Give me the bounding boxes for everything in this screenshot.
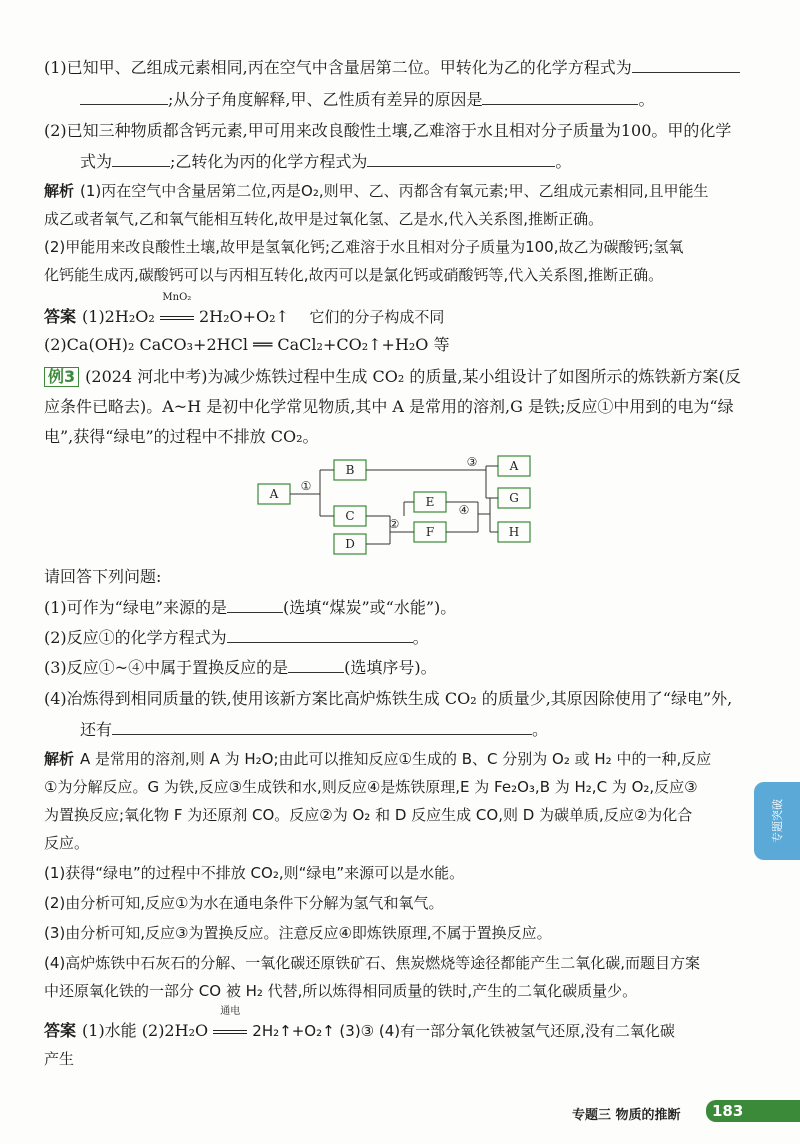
q1-line2: ;从分子角度解释,甲、乙性质有差异的原因是 。 xyxy=(80,88,750,111)
node-F: F xyxy=(425,525,435,539)
answer-blank[interactable] xyxy=(112,718,532,735)
analysis2-line2: ①为分解反应。G 为铁,反应③生成铁和水,则反应④是炼铁原理,E 为 Fe₂O₃,B 为 H₂,C 为 O₂,反应③ xyxy=(44,778,698,796)
analysis1-line2: 成乙或者氧气,乙和氧气能相互转化,故甲是过氧化氢、乙是水,代入关系图,推断正确。 xyxy=(44,210,604,228)
analysis2-line6: (2)由分析可知,反应①为水在通电条件下分解为氢气和氧气。 xyxy=(44,894,444,912)
reaction-condition: 通电 xyxy=(213,1020,247,1042)
answer-blank[interactable] xyxy=(288,656,344,673)
analysis1-line4: 化钙能生成丙,碳酸钙可以与丙相互转化,故丙可以是氯化钙或硝酸钙等,代入关系图,推断正确。 xyxy=(44,266,664,284)
reaction-condition: MnO₂ xyxy=(160,306,194,328)
answer2-line2: 产生 xyxy=(44,1050,75,1068)
analysis-tag: 解析 xyxy=(44,182,75,200)
reaction-3-label: ③ xyxy=(466,455,478,469)
analysis2-line9: 中还原氧化铁的一部分 CO 被 H₂ 代替,所以炼得相同质量的铁时,产生的二氧化碳质量少。 xyxy=(44,982,638,1000)
analysis-tag: 解析 xyxy=(44,750,75,768)
q1-line1: (1)已知甲、乙组成元素相同,丙在空气中含量居第二位。甲转化为乙的化学方程式为 xyxy=(44,56,750,79)
answer1-line2: (2)Ca(OH)₂ CaCO₃+2HCl ══ CaCl₂+CO₂↑+H₂O 等 xyxy=(44,335,450,354)
answer-tag: 答案 xyxy=(44,307,77,326)
answer-blank[interactable] xyxy=(227,626,413,643)
side-section-tab[interactable]: 专题突破 xyxy=(754,782,800,860)
analysis1-line1: 解析 (1)丙在空气中含量居第二位,丙是O₂,则甲、乙、丙都含有氧元素;甲、乙组成元素相同,且甲能生 xyxy=(44,182,709,200)
reaction-flow-diagram xyxy=(254,452,554,558)
analysis1-line3: (2)甲能用来改良酸性土壤,故甲是氢氧化钙;乙难溶于水且相对分子质量为100,故乙为碳酸钙;氢氧 xyxy=(44,238,684,256)
node-B: B xyxy=(345,463,355,477)
answer-blank[interactable] xyxy=(482,88,638,105)
question-4-line2: 还有 。 xyxy=(80,720,549,739)
node-E: E xyxy=(425,495,435,509)
question-1: (1)可作为“绿电”来源的是 (选填“煤炭”或“水能”)。 xyxy=(44,598,457,617)
analysis2-line4: 反应。 xyxy=(44,834,90,852)
reaction-4-label: ④ xyxy=(458,503,470,517)
page-number: 183 xyxy=(706,1100,800,1122)
analysis2-line1: 解析 A 是常用的溶剂,则 A 为 H₂O;由此可以推知反应①生成的 B、C 分别为 O₂ 或 H₂ 中的一种,反应 xyxy=(44,750,712,768)
example3-line2: 应条件已略去)。A~H 是初中化学常见物质,其中 A 是常用的溶剂,G 是铁;反应①中用到的电为“绿 xyxy=(44,397,734,416)
analysis2-line3: 为置换反应;氧化物 F 为还原剂 CO。反应②为 O₂ 和 D 反应生成 CO,则 D 为碳单质,反应②为化合 xyxy=(44,806,693,824)
analysis2-line5: (1)获得“绿电”的过程中不排放 CO₂,则“绿电”来源可以是水能。 xyxy=(44,864,465,882)
answer-blank[interactable] xyxy=(367,150,555,167)
answer-blank[interactable] xyxy=(632,56,740,73)
questions-intro: 请回答下列问题: xyxy=(44,567,162,586)
node-A1: A xyxy=(269,487,279,501)
node-G: G xyxy=(509,491,519,505)
question-2: (2)反应①的化学方程式为 。 xyxy=(44,628,429,647)
answer-tag: 答案 xyxy=(44,1021,77,1040)
analysis2-line7: (3)由分析可知,反应③为置换反应。注意反应④即炼铁原理,不属于置换反应。 xyxy=(44,924,552,942)
answer2-line1: 答案 (1)水能 (2)2H₂O 通电 2H₂↑+O₂↑ (3)③ (4)有一部分氧化铁被氢气还原,没有二氧化碳 xyxy=(44,1006,675,1040)
example-badge: 例3 xyxy=(44,367,79,387)
node-A2: A xyxy=(509,459,519,473)
reaction-2-label: ② xyxy=(388,517,400,531)
answer-blank[interactable] xyxy=(80,88,168,105)
chapter-footer-label: 专题三 物质的推断 xyxy=(572,1108,681,1123)
answer1-line1: 答案 (1)2H₂O₂ MnO₂ 2H₂O+O₂↑ 它们的分子构成不同 xyxy=(44,292,445,326)
example3-line3: 电”,获得“绿电”的过程中不排放 CO₂。 xyxy=(44,427,319,446)
node-H: H xyxy=(508,525,520,539)
q2-line2: 式为 ;乙转化为丙的化学方程式为 。 xyxy=(80,152,572,171)
example3-line1: 例3 (2024 河北中考)为减少炼铁过程中生成 CO₂ 的质量,某小组设计了如图所示的炼铁新方案(反 xyxy=(44,366,750,388)
answer-blank[interactable] xyxy=(112,150,170,167)
q2-line1: (2)已知三种物质都含钙元素,甲可用来改良酸性土壤,乙难溶于水且相对分子质量为100。甲的化学 xyxy=(44,121,732,140)
answer-blank[interactable] xyxy=(227,596,283,613)
question-4-line1: (4)冶炼得到相同质量的铁,使用该新方案比高炉炼铁生成 CO₂ 的质量少,其原因除使用了“绿电”外, xyxy=(44,689,733,708)
analysis2-line8: (4)高炉炼铁中石灰石的分解、一氧化碳还原铁矿石、焦炭燃烧等途径都能产生二氧化碳,而题目方案 xyxy=(44,954,701,972)
node-D: D xyxy=(345,537,355,551)
reaction-1-label: ① xyxy=(300,479,312,493)
question-3: (3)反应①~④中属于置换反应的是 (选填序号)。 xyxy=(44,658,437,677)
node-C: C xyxy=(345,509,355,523)
